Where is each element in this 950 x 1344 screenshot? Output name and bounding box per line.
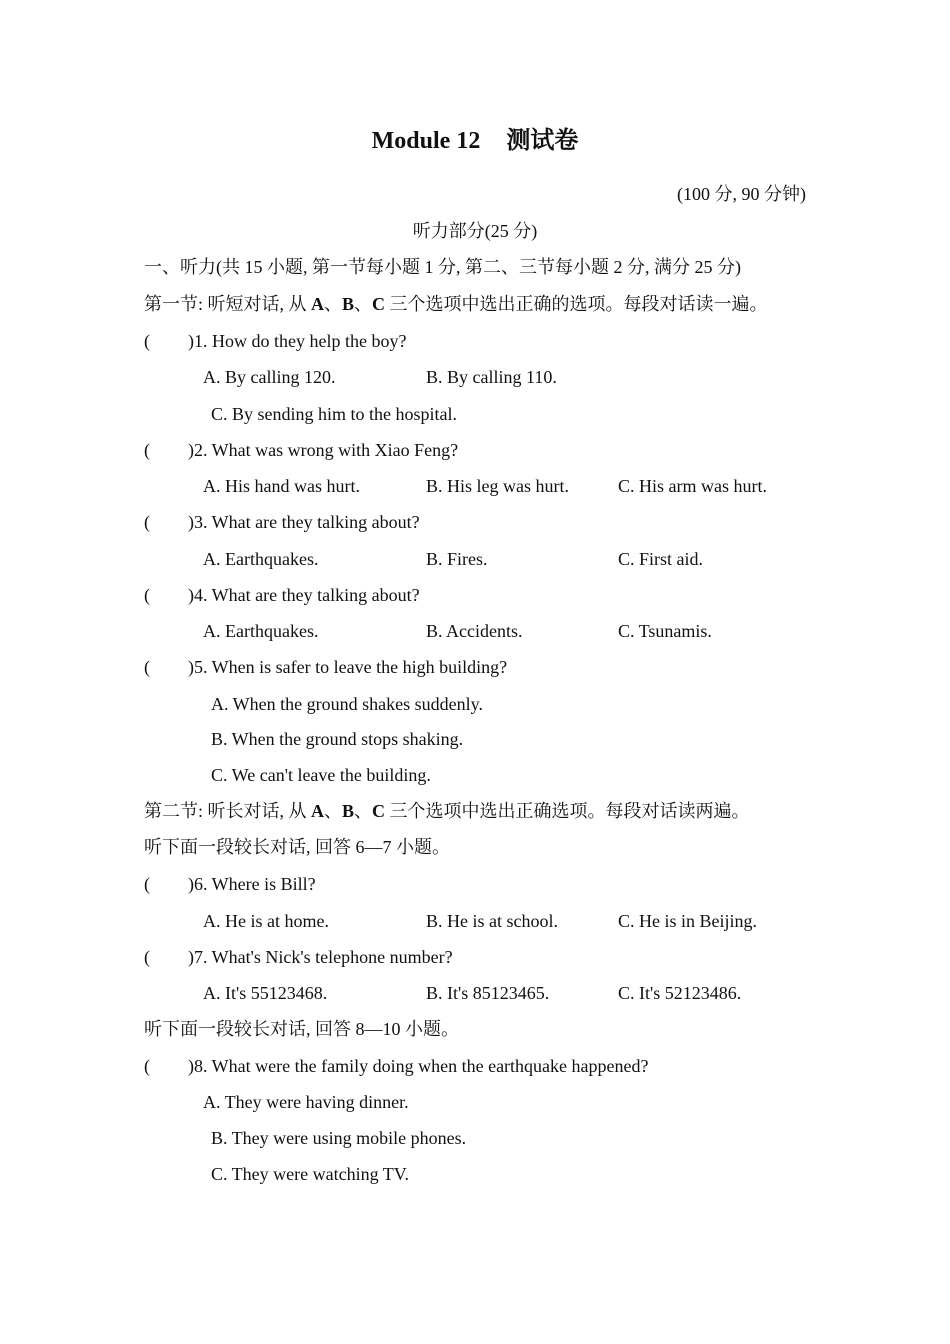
- option-b: B. He is at school.: [426, 911, 558, 931]
- question-2: [144, 439, 458, 461]
- part-two-prefix: 第二节: 听长对话,: [144, 801, 285, 821]
- question-3: [144, 511, 420, 533]
- page-title: [0, 126, 950, 156]
- answer-blank[interactable]: (: [144, 947, 150, 967]
- part-one-b: B: [342, 294, 355, 314]
- part-two-b: B: [342, 801, 355, 821]
- question-5: [144, 656, 507, 678]
- option-c: C. He is in Beijing.: [618, 911, 757, 931]
- option-a: A. Earthquakes.: [203, 549, 319, 569]
- instruction-8-10: 听下面一段较长对话, 回答 8—10 小题。: [144, 1019, 459, 1039]
- score-info: (100 分, 90 分钟): [677, 184, 806, 204]
- option-c: C. We can't leave the building.: [211, 765, 431, 785]
- title-name: 测试卷: [506, 128, 579, 154]
- question-stem: )3. What are they talking about?: [188, 512, 420, 532]
- part-one-sep2: 、: [354, 294, 373, 314]
- option-b: B. His leg was hurt.: [426, 476, 569, 496]
- option-c: C. By sending him to the hospital.: [211, 404, 457, 424]
- option-a: A. He is at home.: [203, 911, 329, 931]
- section-one-heading: 一、听力(共 15 小题, 第一节每小题 1 分, 第二、三节每小题 2 分, 满分 25 分): [144, 257, 741, 277]
- question-6: [144, 873, 316, 895]
- answer-blank[interactable]: (: [144, 512, 150, 532]
- question-stem: )8. What were the family doing when the earthquake happened?: [188, 1056, 649, 1076]
- option-c: C. They were watching TV.: [211, 1164, 409, 1184]
- answer-blank[interactable]: (: [144, 331, 150, 351]
- part-one-c: C: [372, 294, 386, 314]
- part-two-rest: 三个选项中选出正确选项。每段对话读两遍。: [385, 801, 750, 821]
- question-stem: )4. What are they talking about?: [188, 585, 420, 605]
- answer-blank[interactable]: (: [144, 874, 150, 894]
- answer-blank[interactable]: (: [144, 585, 150, 605]
- part-two-c: C: [372, 801, 386, 821]
- part-two-sep1: 、: [324, 801, 343, 821]
- option-b: B. By calling 110.: [426, 367, 557, 387]
- option-c: C. It's 52123486.: [618, 983, 742, 1003]
- question-stem: )2. What was wrong with Xiao Feng?: [188, 440, 459, 460]
- answer-blank[interactable]: (: [144, 1056, 150, 1076]
- answer-blank[interactable]: (: [144, 440, 150, 460]
- question-8: [144, 1055, 649, 1077]
- part-two-from: 从: [284, 801, 312, 821]
- question-7: [144, 946, 453, 968]
- option-a: A. Earthquakes.: [203, 621, 319, 641]
- option-c: C. First aid.: [618, 549, 704, 569]
- option-a: A. It's 55123468.: [203, 983, 328, 1003]
- option-a: A. When the ground shakes suddenly.: [211, 694, 483, 714]
- option-c: C. His arm was hurt.: [618, 476, 767, 496]
- question-stem: )6. Where is Bill?: [188, 874, 316, 894]
- question-1: [144, 330, 406, 352]
- question-4: [144, 584, 420, 606]
- part-two-a: A: [311, 801, 325, 821]
- instruction-6-7: 听下面一段较长对话, 回答 6—7 小题。: [144, 837, 450, 857]
- part-one-sep1: 、: [324, 294, 343, 314]
- part-one-instruction: [144, 293, 768, 315]
- question-stem: )1. How do they help the boy?: [188, 331, 407, 351]
- option-a: A. They were having dinner.: [203, 1092, 409, 1112]
- part-one-from: 从: [284, 294, 312, 314]
- option-b: B. They were using mobile phones.: [211, 1128, 467, 1148]
- option-b: B. Fires.: [426, 549, 488, 569]
- question-stem: )5. When is safer to leave the high building?: [188, 657, 508, 677]
- question-stem: )7. What's Nick's telephone number?: [188, 947, 453, 967]
- part-one-rest: 三个选项中选出正确的选项。每段对话读一遍。: [385, 294, 768, 314]
- option-c: C. Tsunamis.: [618, 621, 712, 641]
- part-two-instruction: [144, 800, 750, 822]
- option-b: B. When the ground stops shaking.: [211, 729, 464, 749]
- option-a: A. By calling 120.: [203, 367, 336, 387]
- part-one-prefix: 第一节: 听短对话,: [144, 294, 285, 314]
- listening-header: 听力部分(25 分): [412, 221, 538, 241]
- answer-blank[interactable]: (: [144, 657, 150, 677]
- option-a: A. His hand was hurt.: [203, 476, 360, 496]
- option-b: B. It's 85123465.: [426, 983, 550, 1003]
- option-b: B. Accidents.: [426, 621, 523, 641]
- part-one-a: A: [311, 294, 325, 314]
- title-module: Module 12: [371, 128, 481, 154]
- part-two-sep2: 、: [354, 801, 373, 821]
